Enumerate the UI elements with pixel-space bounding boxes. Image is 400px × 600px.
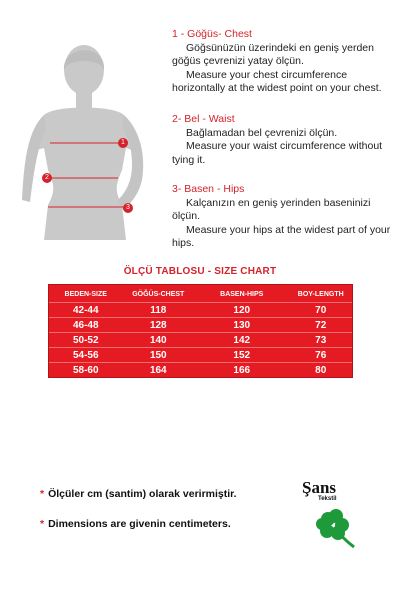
cell-length: 73 [315,335,327,346]
note-star: * [40,518,45,530]
note-turkish [40,488,237,500]
table-row [49,332,352,348]
note-english-text: Dimensions are givenin centimeters. [48,518,231,530]
hips-text-en: Measure your hips at the widest part of your hips. [172,223,391,249]
header-hips: BASEN-HIPS [220,291,264,298]
clover-logo-icon [312,505,358,551]
hips-section [172,183,394,251]
marker-2: 2 [42,173,52,183]
brand-subtitle: Tekstil [318,496,337,502]
hips-title: 3- Basen - Hips [172,183,245,195]
note-english [40,518,231,530]
cell-hips: 152 [233,350,251,361]
waist-title: 2- Bel - Waist [172,113,235,125]
cell-chest: 128 [149,320,167,331]
chest-text-tr: Göğsünüzün üzerindeki en geniş yerden göğüs çevrenizi yatay ölçün. [172,41,374,67]
header-chest: GÖĞÜS-CHEST [132,291,185,298]
cell-hips: 120 [233,305,251,316]
size-table [48,284,353,378]
cell-size: 46-48 [72,320,99,331]
waist-text-en: Measure your waist circumference without tying it. [172,140,383,166]
cell-length: 72 [315,320,327,331]
cell-length: 80 [315,365,327,376]
cell-size: 50-52 [72,335,99,346]
size-chart-title: ÖLÇÜ TABLOSU - SIZE CHART [123,266,277,277]
table-row [49,347,352,363]
table-row [49,362,352,378]
cell-hips: 142 [233,335,251,346]
brand-name: Şans [302,478,337,497]
cell-chest: 164 [149,365,167,376]
table-row [49,317,352,333]
note-turkish-text: Ölçüler cm (santim) olarak verirmiştir. [48,488,237,500]
hips-text-tr: Kalçanızın en geniş yerinden baseninizi ölçün. [172,196,371,222]
body-silhouette [14,30,164,260]
marker-3: 3 [123,203,133,213]
table-header [49,288,352,301]
marker-1: 1 [118,138,128,148]
cell-hips: 130 [233,320,251,331]
cell-size: 58-60 [72,365,99,376]
chest-title: 1 - Göğüs- Chest [172,28,252,40]
table-row [49,302,352,318]
cell-length: 70 [315,305,327,316]
cell-size: 42-44 [72,305,99,316]
cell-chest: 118 [150,305,167,316]
waist-text-tr: Bağlamadan bel çevrenizi ölçün. [186,126,338,139]
header-size: BEDEN-SIZE [64,291,107,298]
cell-hips: 166 [233,365,251,376]
cell-length: 76 [315,350,327,361]
cell-chest: 150 [149,350,167,361]
chest-section [172,28,394,96]
cell-chest: 140 [149,335,167,346]
header-length: BOY-LENGTH [297,291,344,298]
note-star: * [40,488,45,500]
chest-text-en: Measure your chest circumference horizontally at the widest point on your chest. [172,68,382,94]
cell-size: 54-56 [72,350,99,361]
waist-section [172,113,394,167]
